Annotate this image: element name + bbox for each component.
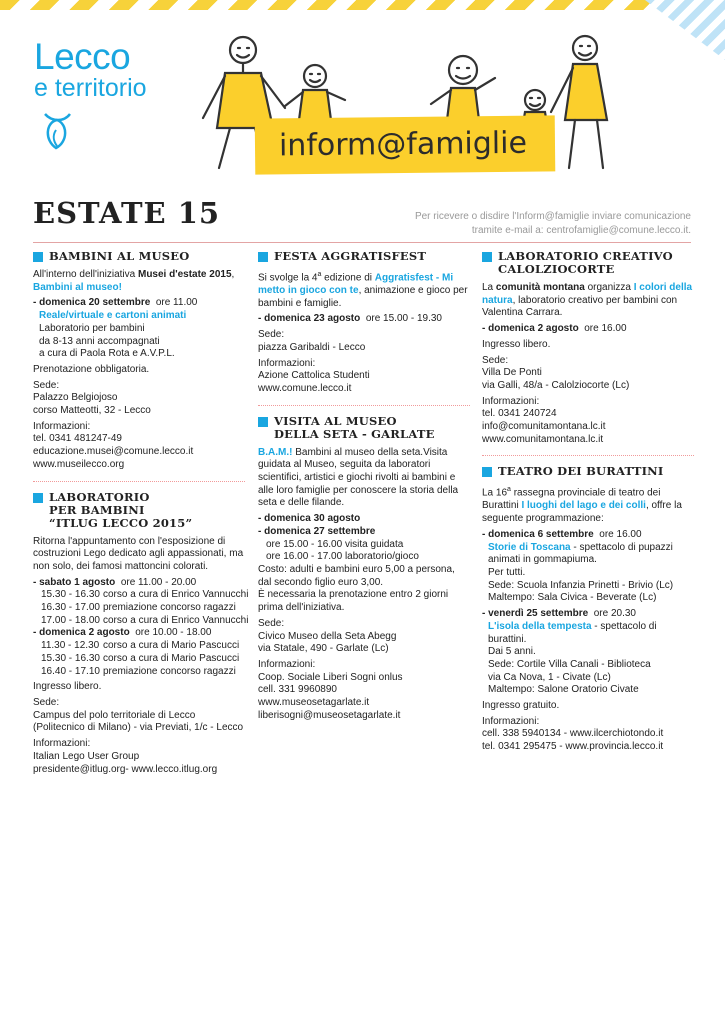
brand-territorio: e territorio	[34, 74, 147, 102]
section-title-festa-aggratisfest	[258, 250, 470, 263]
venue-line: Villa De Ponti	[482, 367, 542, 379]
info-line: tel. 0341 240724	[482, 408, 557, 420]
cost-line: Costo: adulti e bambini euro 5,00 a persona,	[258, 563, 455, 575]
page-title: ESTATE 15	[33, 196, 221, 230]
section-title-text: “ITLUG LECCO 2015”	[49, 515, 193, 530]
schedule-description: premiazione concorso ragazzi	[103, 602, 236, 614]
section-title-text: FESTA AGGRATISFEST	[274, 249, 427, 263]
schedule-row	[33, 666, 245, 679]
event-line: ore 15.00 - 16.00 visita guidata	[266, 538, 404, 550]
section-title-text: LABORATORIO	[49, 489, 150, 504]
schedule-row	[33, 640, 245, 653]
info-line: cell. 338 5940134 - www.ilcerchiotondo.it	[482, 728, 664, 740]
section-title-text: VISITA AL MUSEO	[274, 413, 397, 428]
section-title-text: PER BAMBINI	[49, 502, 145, 517]
schedule-row	[33, 653, 245, 666]
brand-lecco: Lecco	[34, 36, 131, 77]
lecco-logo-icon	[40, 110, 74, 152]
event-date: - domenica 20 settembre ore 11.00	[33, 297, 198, 309]
info-line: Coop. Sociale Liberi Sogni onlus	[258, 671, 403, 683]
schedule-row	[33, 602, 245, 615]
section-title-bambini-al-museo	[33, 250, 245, 263]
section-title-text: DELLA SETA - GARLATE	[274, 426, 435, 441]
informafamiglie-banner: inform@famiglie	[255, 115, 556, 174]
section-divider	[258, 405, 470, 406]
schedule-time: 16.40 - 17.10	[41, 665, 100, 677]
section-title-museo-seta	[258, 415, 470, 441]
info-line: www.comunitamontana.lc.it	[482, 433, 604, 445]
schedule-time: 11.30 - 12.30	[41, 640, 100, 652]
section-divider	[33, 481, 245, 482]
schedule-row	[33, 589, 249, 602]
venue-line: Civico Museo della Seta Abegg	[258, 630, 397, 642]
venue-line: via Statale, 490 - Garlate (Lc)	[258, 643, 389, 655]
section-title-text: BAMBINI AL MUSEO	[49, 249, 190, 263]
section-bullet-icon	[258, 252, 268, 262]
section-title-laboratorio-itlug	[33, 491, 245, 530]
section-bullet-icon	[482, 252, 492, 262]
info-label: Informazioni:	[33, 420, 91, 432]
event-line: Sede: Cortile Villa Canali - Biblioteca	[488, 658, 651, 670]
schedule-description: corso a cura di Enrico Vannucchi	[103, 614, 249, 626]
schedule-description: premiazione concorso ragazzi	[103, 665, 236, 677]
section-divider	[482, 455, 694, 456]
header-divider	[33, 242, 691, 243]
cost-line: dal secondo figlio euro 3,00.	[258, 576, 384, 588]
event-date: - domenica 27 settembre	[258, 525, 376, 537]
entry-note: Ingresso libero.	[482, 338, 551, 350]
event-line: a cura di Paola Rota e A.V.P.L.	[39, 348, 175, 360]
entry-note: Ingresso libero.	[33, 681, 102, 693]
schedule-time: 17.00 - 18.00	[41, 614, 100, 626]
section-intro: All'interno dell'iniziativa Musei d'estate 2015, Bambini al museo!	[33, 269, 235, 293]
column-1	[33, 249, 249, 776]
column-3	[482, 250, 694, 754]
event-title: Storie di Toscana - spettacolo di pupazzi	[488, 541, 673, 553]
section-intro: B.A.M.! Bambini al museo della seta.Visita guidata al Museo, seguita da laboratori scientifici, artistici e giochi rivolti ai bambini e alle loro famiglie per conoscere la storia della seta e delle filande.	[258, 446, 459, 509]
schedule-description: corso a cura di Enrico Vannucchi	[103, 589, 249, 601]
venue-line: via Galli, 48/a - Calolziocorte (Lc)	[482, 379, 630, 391]
event-line: ore 16.00 - 17.00 laboratorio/gioco	[266, 551, 419, 563]
schedule-list	[33, 640, 245, 678]
event-line: Dai 5 anni.	[488, 646, 536, 658]
schedule-description: corso a cura di Mario Pascucci	[103, 652, 240, 664]
event-title: L'isola della tempesta - spettacolo di burattini.	[488, 620, 657, 645]
event-title: Reale/virtuale e cartoni animati	[39, 310, 187, 322]
section-intro: Ritorna l'appuntamento con l'esposizione di costruzioni Lego dedicato agli appassionati, ma non solo, dei famosi mattoncini colorati.	[33, 535, 244, 572]
corner-stripe-decoration	[645, 0, 725, 60]
section-intro: La comunità montana organizza I colori della natura, laboratorio creativo per bambini con Valentina Carrara.	[482, 282, 693, 319]
info-label: Informazioni:	[33, 738, 91, 750]
section-intro: Si svolge la 4$^a$ edizione di Aggratisfest - Mi metto in gioco con te, animazione e gioco per bambini e famiglie.	[258, 271, 468, 309]
section-title-text: TEATRO DEI BURATTINI	[498, 464, 664, 479]
venue-label: Sede:	[482, 354, 509, 366]
venue-label: Sede:	[33, 379, 60, 391]
subscription-info-line2: tramite e-mail a: centrofamiglie@comune.lecco.it.	[471, 225, 691, 236]
section-bullet-icon	[33, 493, 43, 503]
event-line: animati in gommapiuma.	[488, 554, 597, 566]
info-line: educazione.musei@comune.lecco.it	[33, 446, 194, 458]
subscription-info	[391, 210, 691, 238]
entry-note: Ingresso gratuito.	[482, 700, 560, 712]
venue-line: Campus del polo territoriale di Lecco	[33, 709, 196, 721]
event-date: - domenica 23 agosto ore 15.00 - 19.30	[258, 313, 442, 325]
venue-line: Palazzo Belgiojoso	[33, 392, 118, 404]
info-line: Azione Cattolica Studenti	[258, 370, 370, 382]
info-line: tel. 0341 481247-49	[33, 433, 122, 445]
section-title-teatro-burattini	[482, 465, 694, 478]
info-line: www.museilecco.org	[33, 458, 125, 470]
venue-label: Sede:	[258, 617, 285, 629]
section-intro: La 16$^a$ rassegna provinciale di teatro dei Burattini I luoghi del lago e dei colli, offre la seguente programmazione:	[482, 486, 682, 525]
top-stripe-decoration	[0, 0, 725, 10]
venue-label: Sede:	[258, 329, 285, 341]
event-line: via Ca Nova, 1 - Civate (Lc)	[488, 671, 611, 683]
event-date: - domenica 2 agosto ore 16.00	[482, 323, 627, 335]
subscription-info-line1: Per ricevere o disdire l'Inform@famiglie inviare comunicazione	[414, 211, 691, 222]
venue-line: corso Matteotti, 32 - Lecco	[33, 405, 151, 417]
info-line: www.museosetagarlate.it	[258, 697, 370, 709]
venue-line: piazza Garibaldi - Lecco	[258, 341, 366, 353]
event-date: - domenica 2 agosto ore 10.00 - 18.00	[33, 627, 212, 639]
section-bullet-icon	[258, 417, 268, 427]
info-line: liberisogni@museosetagarlate.it	[258, 709, 401, 721]
section-bullet-icon	[482, 467, 492, 477]
info-label: Informazioni:	[482, 395, 540, 407]
info-line: Italian Lego User Group	[33, 750, 140, 762]
info-line: cell. 331 9960890	[258, 684, 337, 696]
event-line: Maltempo: Sala Civica - Beverate (Lc)	[488, 592, 657, 604]
schedule-time: 15.30 - 16.30	[41, 652, 100, 664]
section-bullet-icon	[33, 252, 43, 262]
venue-line: (Politecnico di Milano) - via Previati, 1/c - Lecco	[33, 722, 244, 734]
column-2	[258, 250, 470, 722]
event-line: Maltempo: Salone Oratorio Civate	[488, 684, 639, 696]
info-label: Informazioni:	[258, 658, 316, 670]
schedule-time: 16.30 - 17.00	[41, 602, 100, 614]
reservation-note: prima dell'iniziativa.	[258, 602, 345, 614]
info-label: Informazioni:	[258, 357, 316, 369]
info-line: presidente@itlug.org- www.lecco.itlug.org	[33, 763, 218, 775]
event-line: Laboratorio per bambini	[39, 322, 145, 334]
info-line: info@comunitamontana.lc.it	[482, 421, 606, 433]
schedule-description: corso a cura di Mario Pascucci	[103, 640, 240, 652]
schedule-time: 15.30 - 16.30	[41, 589, 100, 601]
event-line: Per tutti.	[488, 566, 526, 578]
info-line: tel. 0341 295475 - www.provincia.lecco.it	[482, 741, 664, 753]
section-title-laboratorio-creativo	[482, 250, 694, 276]
info-label: Informazioni:	[482, 715, 540, 727]
event-line: da 8-13 anni accompagnati	[39, 335, 160, 347]
event-date: - domenica 6 settembre ore 16.00	[482, 528, 642, 540]
info-line: www.comune.lecco.it	[258, 382, 352, 394]
reservation-note: È necessaria la prenotazione entro 2 giorni	[258, 589, 449, 601]
section-title-text: CALOLZIOCORTE	[498, 262, 615, 276]
section-title-text: LABORATORIO CREATIVO	[498, 249, 673, 263]
schedule-row	[33, 614, 249, 628]
event-date: - venerdì 25 settembre ore 20.30	[482, 608, 636, 620]
event-line: Sede: Scuola Infanzia Prinetti - Brivio (Lc)	[488, 579, 674, 591]
venue-label: Sede:	[33, 696, 60, 708]
event-date: - domenica 30 agosto	[258, 513, 361, 525]
reservation-note: Prenotazione obbligatoria.	[33, 363, 150, 375]
schedule-list	[33, 589, 249, 627]
event-date: - sabato 1 agosto ore 11.00 - 20.00	[33, 576, 197, 588]
